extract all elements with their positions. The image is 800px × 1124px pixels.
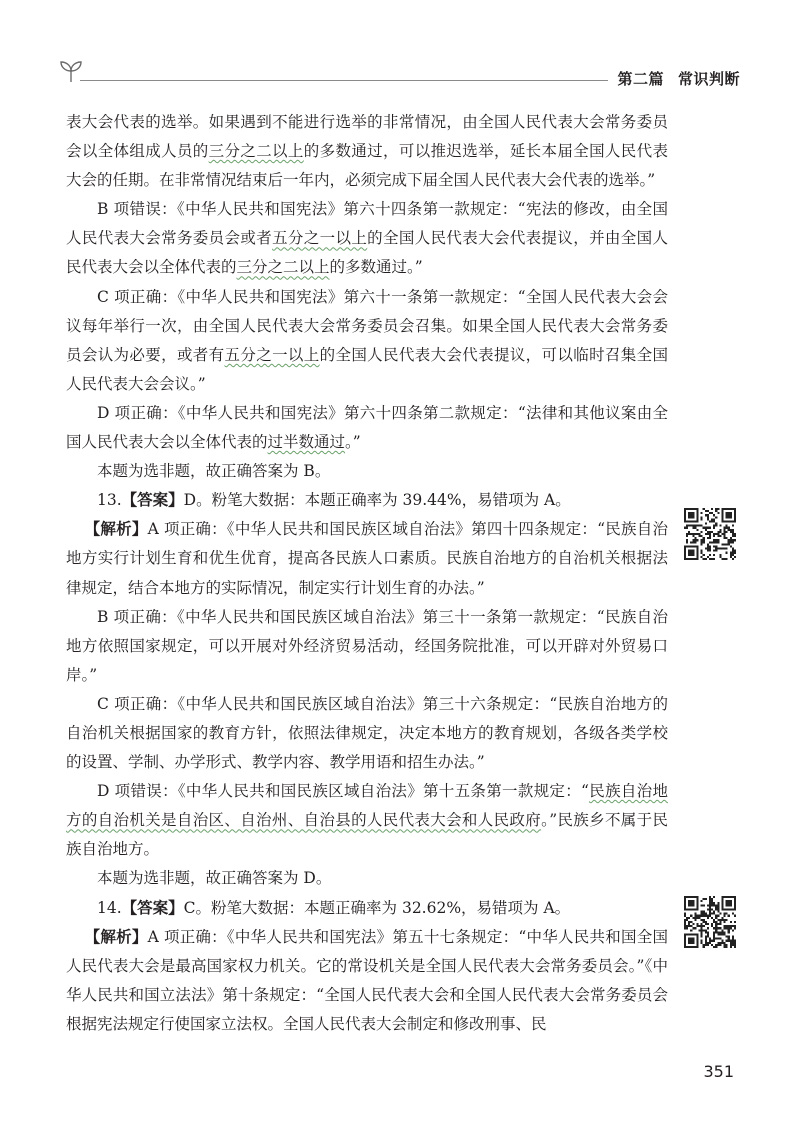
sprout-icon <box>56 56 86 86</box>
underlined-phrase: 三分之二以上 <box>208 142 304 161</box>
running-header <box>56 56 740 92</box>
underlined-phrase: 过半数通过 <box>267 433 346 452</box>
header-rule <box>80 80 608 81</box>
question-13-analysis: 【解析】A 项正确：《中华人民共和国民族区域自治法》第四十四条规定：“民族自治地方实行计划生育和优生优育，提高各民族人口素质。民族自治地方的自治机关根据法律规定，结合本地方的实际情况，制定实行计划生育的办法。” <box>66 520 668 597</box>
underlined-phrase: 三分之二以上 <box>236 258 330 277</box>
answer-label: 【答案】 <box>121 898 184 917</box>
paragraph-option-b: B 项错误：《中华人民共和国宪法》第六十四条第一款规定：“宪法的修改，由全国人民代表大会常务委员会或者五分之一以上的全国人民代表大会代表提议，并由全国人民代表大会以全体代表的三分之二以上的多数通过。” <box>66 200 668 277</box>
underlined-phrase: 五分之一以上 <box>224 345 320 364</box>
analysis-label: 【解析】 <box>84 520 148 539</box>
header-section: 常识判断 <box>677 70 740 88</box>
underlined-phrase: 民族自治地方的自治机关是自治区、自治州、自治县的人民代表大会和人民政府 <box>66 782 668 830</box>
paragraph-13-option-b: B 项正确：《中华人民共和国民族区域自治法》第三十一条第一款规定：“民族自治地方依照国家规定，可以开展对外经济贸易活动，经国务院批准，可以开辟对外贸易口岸。” <box>66 607 668 684</box>
header-part: 第二篇 <box>617 70 664 88</box>
paragraph-option-d: D 项正确：《中华人民共和国宪法》第六十四条第二款规定：“法律和其他议案由全国人民代表大会以全体代表的过半数通过。” <box>66 403 668 452</box>
qr-code-icon[interactable] <box>684 508 736 560</box>
question-14-answer: 14.【答案】C。粉笔大数据：本题正确率为 32.62%，易错项为 A。 <box>97 898 571 917</box>
answer-label: 【答案】 <box>121 491 184 510</box>
paragraph-option-c: C 项正确：《中华人民共和国宪法》第六十一条第一款规定：“全国人民代表大会会议每年举行一次，由全国人民代表大会常务委员会召集。如果全国人民代表大会常务委员会认为必要，或者有五分之一以上的全国人民代表大会代表提议，可以临时召集全国人民代表大会会议。” <box>66 287 668 393</box>
analysis-label: 【解析】 <box>84 927 148 946</box>
question-14-analysis: 【解析】A 项正确：《中华人民共和国宪法》第五十七条规定：“中华人民共和国全国人民代表大会是最高国家权力机关。它的常设机关是全国人民代表大会常务委员会。”《中华人民共和国立法法》第十条规定：“全国人民代表大会和全国人民代表大会常务委员会根据宪法规定行使国家立法权。全国人民代表大会制定和修改刑事、民 <box>66 927 668 1033</box>
header-title <box>617 68 740 89</box>
underlined-phrase: 五分之一以上 <box>272 229 368 248</box>
qr-code-icon[interactable] <box>684 896 736 948</box>
paragraph-continuation: 表大会代表的选举。如果遇到不能进行选举的非常情况，由全国人民代表大会常务委员会以全体组成人员的三分之二以上的多数通过，可以推迟选举，延长本届全国人民代表大会的任期。在非常情况结束后一年内，必须完成下届全国人民代表大会代表的选举。” <box>66 113 668 190</box>
paragraph-conclusion: 本题为选非题，故正确答案为 B。 <box>97 462 331 481</box>
page-number: 351 <box>703 1062 734 1081</box>
page-body <box>66 108 668 1039</box>
paragraph-13-option-c: C 项正确：《中华人民共和国民族区域自治法》第三十六条规定：“民族自治地方的自治机关根据国家的教育方针，依照法律规定，决定本地方的教育规划，各级各类学校的设置、学制、办学形式、教学内容、教学用语和招生办法。” <box>66 694 668 772</box>
paragraph-13-conclusion: 本题为选非题，故正确答案为 D。 <box>97 869 332 888</box>
question-13-answer: 13.【答案】D。粉笔大数据：本题正确率为 39.44%，易错项为 A。 <box>97 491 571 510</box>
paragraph-13-option-d: D 项错误：《中华人民共和国民族区域自治法》第十五条第一款规定：“民族自治地方的自治机关是自治区、自治州、自治县的人民代表大会和人民政府。”民族乡不属于民族自治地方。 <box>66 782 668 859</box>
